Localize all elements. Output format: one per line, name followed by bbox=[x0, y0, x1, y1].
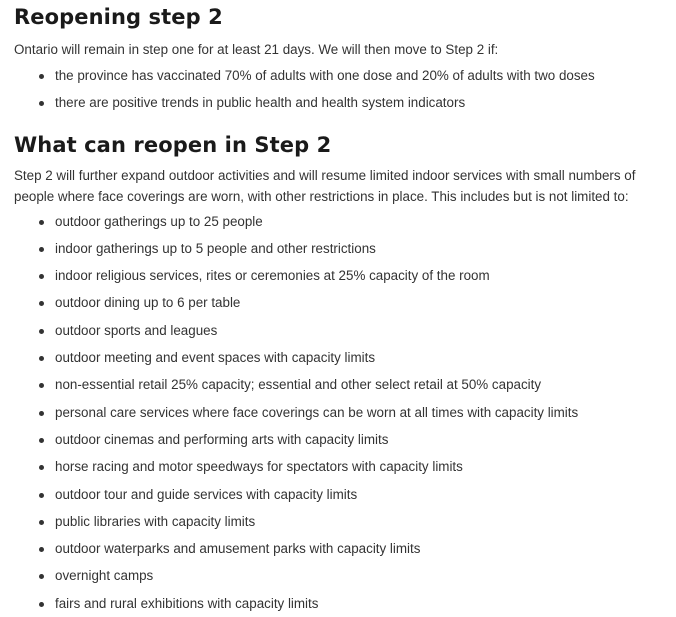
bullet-icon bbox=[39, 383, 44, 388]
list-item: horse racing and motor speedways for spectators with capacity limits bbox=[14, 453, 666, 480]
list-item: public libraries with capacity limits bbox=[14, 508, 666, 535]
bullet-icon bbox=[39, 220, 44, 225]
list-item: outdoor sports and leagues bbox=[14, 317, 666, 344]
list-item: fairs and rural exhibitions with capacity limits bbox=[14, 590, 666, 617]
bullet-icon bbox=[39, 301, 44, 306]
list-item: non-essential retail 25% capacity; essential and other select retail at 50% capacity bbox=[14, 371, 666, 398]
section-intro-reopening: Ontario will remain in step one for at least 21 days. We will then move to Step 2 if: bbox=[14, 42, 499, 57]
bullet-icon bbox=[39, 465, 44, 470]
bullet-icon bbox=[39, 101, 44, 106]
bullet-icon bbox=[39, 247, 44, 252]
list-item: outdoor cinemas and performing arts with capacity limits bbox=[14, 426, 666, 453]
bullet-icon bbox=[39, 356, 44, 361]
list-item: there are positive trends in public health and health system indicators bbox=[14, 89, 666, 116]
list-item: indoor gatherings up to 5 people and other restrictions bbox=[14, 235, 666, 262]
list-item: overnight camps bbox=[14, 562, 666, 589]
bullet-icon bbox=[39, 438, 44, 443]
reopen-list bbox=[14, 208, 666, 617]
section-heading-what-can-reopen: What can reopen in Step 2 bbox=[14, 132, 332, 157]
section-heading-reopening-step-2: Reopening step 2 bbox=[14, 5, 223, 29]
bullet-icon bbox=[39, 574, 44, 579]
bullet-icon bbox=[39, 274, 44, 279]
conditions-list bbox=[14, 62, 666, 117]
list-item: personal care services where face coverings can be worn at all times with capacity limits bbox=[14, 399, 666, 426]
list-item: outdoor tour and guide services with capacity limits bbox=[14, 481, 666, 508]
bullet-icon bbox=[39, 411, 44, 416]
list-item: outdoor waterparks and amusement parks with capacity limits bbox=[14, 535, 666, 562]
section-intro-what-can-reopen: Step 2 will further expand outdoor activities and will resume limited indoor services with small numbers of people where face coverings are worn, with other restrictions in place. This includes but is not limited to: bbox=[14, 167, 636, 204]
list-item: outdoor gatherings up to 25 people bbox=[14, 208, 666, 235]
bullet-icon bbox=[39, 602, 44, 607]
bullet-icon bbox=[39, 493, 44, 498]
bullet-icon bbox=[39, 547, 44, 552]
list-item: the province has vaccinated 70% of adults with one dose and 20% of adults with two doses bbox=[14, 62, 666, 89]
bullet-icon bbox=[39, 329, 44, 334]
list-item: outdoor meeting and event spaces with capacity limits bbox=[14, 344, 666, 371]
list-item: outdoor dining up to 6 per table bbox=[14, 289, 666, 316]
bullet-icon bbox=[39, 520, 44, 525]
list-item: indoor religious services, rites or ceremonies at 25% capacity of the room bbox=[14, 262, 666, 289]
bullet-icon bbox=[39, 74, 44, 79]
